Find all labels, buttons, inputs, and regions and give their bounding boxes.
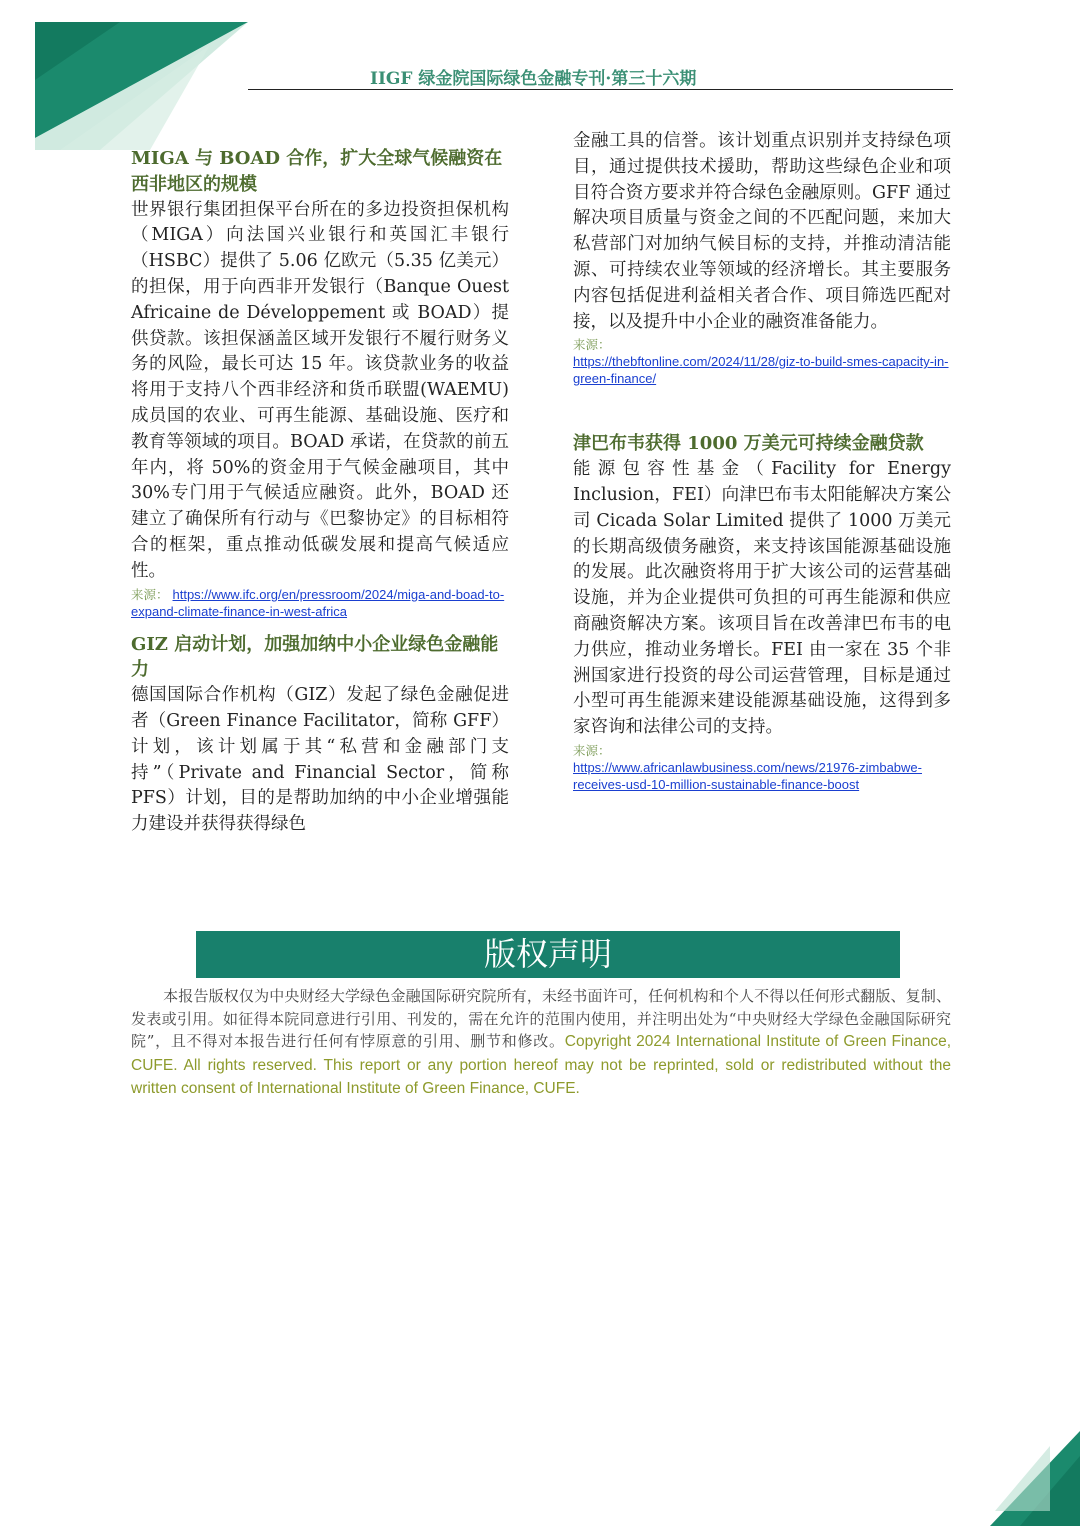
source-link-ifc[interactable]: https://www.ifc.org/en/pressroom/2024/miga-and-boad-to-expand-climate-finance-in-west-africa (131, 586, 505, 619)
copyright-statement (131, 985, 951, 1101)
article-body-giz-part1: 德国国际合作机构（GIZ）发起了绿色金融促进者（Green Finance Facilitator，简称 GFF）计划，该计划属于其“私营和金融部门支持”（Private and Financial Sector，简称 PFS）计划，目的是帮助加纳的中小企业增强能力建设并获得获得绿色 (131, 685, 509, 835)
copyright-text-english: Copyright 2024 International Institute of Green Finance, CUFE. All rights reserved. This report or any portion hereof may not be reprinted, sold or redistributed without the written consent of International Institute of Green Finance, CUFE. (131, 1033, 952, 1097)
source-label: 来源： (573, 337, 611, 353)
copyright-heading-bar: 版权声明 (196, 931, 900, 978)
corner-decoration-bottom-right (990, 1426, 1080, 1526)
article-source-miga-boad (131, 586, 509, 620)
source-label: 来源： (131, 586, 169, 602)
article-body-miga-boad: 世界银行集团担保平台所在的多边投资担保机构（MIGA）向法国兴业银行和英国汇丰银行（HSBC）提供了 5.06 亿欧元（5.35 亿美元）的担保，用于向西非开发银行（Banque Ouest Africaine de Développement 或 BOAD）提供贷款。该担保涵盖区域开发银行不履行财务义务的风险，最长可达 15 年。该贷款业务的收益将用于支持八个西非经济和货币联盟(WAEMU)成员国的农业、可再生能源、基础设施、医疗和教育等领域的项目。BOAD 承诺，在贷款的前五年内，将 50%的资金用于气候金融项目，其中 30%专门用于气候适应融资。此外，BOAD 还建立了确保所有行动与《巴黎协定》的目标相符合的框架，重点推动低碳发展和提高气候适应性。 (131, 199, 509, 581)
article-title-miga-boad: MIGA 与 BOAD 合作，扩大全球气候融资在西非地区的规模 (131, 148, 503, 195)
article-title-giz: GIZ 启动计划，加强加纳中小企业绿色金融能力 (131, 633, 499, 681)
copyright-text-chinese: 本报告版权仅为中央财经大学绿色金融国际研究院所有，未经书面许可，任何机构和个人不得以任何形式翻版、复制、发表或引用。如征得本院同意进行引用、刊发的，需在允许的范围内使用，并注明出处为“中央财经大学绿色金融国际研究院”，且不得对本报告进行任何有悖原意的引用、删节和修改。 (131, 987, 951, 1050)
article-title-zimbabwe: 津巴布韦获得 1000 万美元可持续金融贷款 (573, 433, 924, 455)
header-divider (248, 89, 953, 90)
article-body-zimbabwe: 能源包容性基金（Facility for Energy Inclusion，FEI）向津巴布韦太阳能解决方案公司 Cicada Solar Limited 提供了 1000 万美元的长期高级债务融资，来支持该国能源基础设施的发展。此次融资将用于扩大该公司的运营基础设施，并为企业提供可负担的可再生能源和供应商融资解决方案。该项目旨在改善津巴布韦的电力供应，推动业务增长。FEI 由一家在 35 个非洲国家进行投资的母公司运营管理，目标是通过小型可再生能源来建设能源基础设施，这得到多家咨询和法律公司的支持。 (573, 459, 951, 738)
left-column (131, 146, 509, 838)
source-link-africanlawbusiness[interactable]: https://www.africanlawbusiness.com/news/21976-zimbabwe-receives-usd-10-million-sustainable-finance-boost (573, 759, 922, 792)
article-source-zimbabwe (573, 742, 951, 793)
source-label: 来源： (573, 742, 611, 758)
source-link-bftonline[interactable]: https://thebftonline.com/2024/11/28/giz-to-build-smes-capacity-in-green-finance/ (573, 354, 949, 387)
journal-header-title: IIGF 绿金院国际绿色金融专刊·第三十六期 (370, 69, 697, 89)
right-column (573, 129, 951, 793)
article-source-giz (573, 336, 951, 387)
article-body-giz-part2: 金融工具的信誉。该计划重点识别并支持绿色项目，通过提供技术援助，帮助这些绿色企业和项目符合资方要求并符合绿色金融原则。GFF 通过解决项目质量与资金之间的不匹配问题，来加大私营部门对加纳气候目标的支持，并推动清洁能源、可持续农业等领域的经济增长。其主要服务内容包括促进利益相关者合作、项目筛选匹配对接，以及提升中小企业的融资准备能力。 (573, 131, 951, 332)
corner-decoration-top-left (0, 0, 260, 150)
